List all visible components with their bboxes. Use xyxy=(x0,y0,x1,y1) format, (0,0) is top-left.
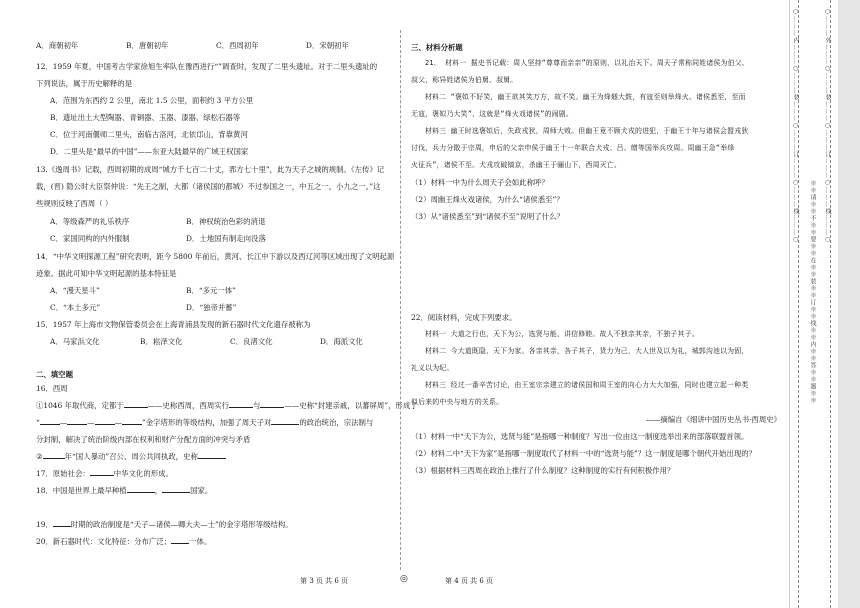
q21-question-1: （1）材料一中为什么周天子会如此称呼？ xyxy=(411,178,549,187)
q14-stem-1: 14．“中华文明探源工程”研究表明，距今 5800 年前后，黄河、长江中下游以及西辽河等区域出现了文明起源 xyxy=(36,252,395,261)
option-d[interactable]: D．宋朝初年 xyxy=(306,41,349,50)
blank[interactable] xyxy=(53,526,71,527)
q16-line-4 xyxy=(36,451,226,462)
binding-margin xyxy=(789,0,860,608)
blank[interactable] xyxy=(43,458,65,459)
q12-stem-1: 12．1959 年夏，中国考古学家徐旭生率队在豫西进行“”调查时，发现了二里头遗址。对于二里头遗址的 xyxy=(36,62,378,71)
q21-m3-2: 讨伐，兵力分散于宗周，申后的父亲申侯于幽王十一年联合犬戎、吕、缯等国举兵攻周。周幽王急“举烽 xyxy=(411,144,735,152)
blank[interactable] xyxy=(271,424,299,425)
outer-marks-col: ○………外………○………装………○………订………○………线………○ xyxy=(824,8,831,244)
q12-stem-2: 下列说法，属于历史解释的是 xyxy=(36,79,133,88)
q16-line-3 xyxy=(36,434,250,445)
mark: ○ xyxy=(792,8,799,16)
text: ①1046 年取代商，定都于 xyxy=(36,401,124,410)
text: 20．新石器时代：文化特征：分布广泛； xyxy=(36,537,172,546)
inner-marks-col: ○………内………○………装………○………订………○………线………○ xyxy=(792,8,799,244)
text: 与 xyxy=(253,401,261,410)
mark: 装 xyxy=(824,94,831,101)
q14-option-d[interactable]: D．“独帝并蓄” xyxy=(186,303,237,312)
text: 一体。 xyxy=(189,537,212,546)
blank[interactable] xyxy=(260,407,284,408)
page-number-left: 第 3 页 共 6 页 xyxy=(300,577,349,585)
q22-m2-2: 礼义以为纪。 xyxy=(411,364,454,372)
q22-title: 22．阅读材料，完成下列要求。 xyxy=(411,313,517,322)
q21-m1-2: 叔父，称异姓诸侯为伯舅、叔舅。 xyxy=(411,76,518,84)
option-a[interactable]: A．商朝初年 xyxy=(36,41,79,50)
text: — xyxy=(59,418,68,427)
mark: ○ xyxy=(824,65,831,73)
q13-stem-1: 13.《逸周书》记载，西周初期的成周“城方千七百二十丈，郛方七十里”，此为天子之城的规制。《左传》记 xyxy=(36,165,385,174)
text: 分封制，解决了统治阶级内部在权利和财产分配方面的冲突与矛盾 xyxy=(36,435,251,444)
q15-option-a[interactable]: A．马家浜文化 xyxy=(50,337,100,346)
text: 国家。 xyxy=(190,486,213,495)
q14-stem-2: 迹象。据此可知中华文明起源的基本特征是 xyxy=(36,269,177,278)
mark: ○ xyxy=(824,8,831,16)
q16-line-1 xyxy=(36,400,418,411)
mark: 装 xyxy=(792,94,799,101)
q15-stem: 15．1957 年上海市文物保管委员会在上海青浦县发现的新石器时代文化遗存被称为 xyxy=(36,320,311,329)
blank[interactable] xyxy=(229,407,253,408)
mark: ○ xyxy=(792,179,799,187)
mark: ○ xyxy=(792,122,799,130)
q11-options xyxy=(36,40,396,51)
text: 18．中国是世界上最早种植 xyxy=(36,486,127,495)
option-c[interactable]: C．西周初年 xyxy=(216,41,259,50)
section-title-material: 三、材料分析题 xyxy=(411,43,463,52)
q21-m2-2: 无寇，褒姒乃大笑”，这就是“烽火戏诸侯”的闹剧。 xyxy=(411,110,573,118)
text: 中华文化的形成。 xyxy=(113,469,173,478)
mark: 外 xyxy=(824,37,831,44)
blank[interactable] xyxy=(90,475,114,476)
text: “ xyxy=(36,418,40,427)
q15-option-c[interactable]: C．良渚文化 xyxy=(230,337,273,346)
q16-line-2 xyxy=(36,417,373,428)
q21-question-2: （2）周幽王烽火戏诸侯，为什么“诸侯悉至”？ xyxy=(411,195,564,204)
mark: ○ xyxy=(824,236,831,244)
q18 xyxy=(36,485,212,496)
q21-m3-1: 材料三 幽王时选褒姒后，失政戎狄，周师大败。但幽王竟不顾犬戎的进犯，于幽王十年与诸侯会盟戎狄 xyxy=(425,127,749,135)
q22-source: ——摘编自《细讲中国历史丛书·西周史》 xyxy=(645,415,781,424)
q21-m1-1: 21． 材料一 据史书记载：周人坚持“尊尊而亲亲”的原则，以礼治天下。周天子常称同姓诸侯为伯父、 xyxy=(425,59,749,67)
q13-stem-3: 些规则反映了西周（ ） xyxy=(36,199,113,208)
section-title-fill-blank: 二、填空题 xyxy=(36,370,73,379)
q12-option-b[interactable]: B．遗址出土大型陶器、青铜器、玉器、漆器、绿松石器等 xyxy=(50,113,241,122)
q13-option-c[interactable]: C．家国同构的内外服制 xyxy=(50,234,130,243)
mark: ○ xyxy=(824,179,831,187)
mark: 线 xyxy=(824,208,831,215)
q13-stem-2: 载，(晋) 隐公时大臣祭仲说：“先王之制，大都（诸侯国的都城）不过参国之一，中五之一，小九之一。”这 xyxy=(36,182,381,191)
q22-m1: 材料一 大道之行也，天下为公，选贤与能，讲信修睦。故人不独亲其亲，不独子其子。 xyxy=(425,330,699,338)
q14-option-b[interactable]: B．“多元一体” xyxy=(186,286,236,295)
q22-question-2: （2）材料二中“天下为家”是指哪一制度取代了材料一中的“选贤与能”？这一制度是哪个朝代开始出现的？ xyxy=(411,449,757,458)
q12-option-a[interactable]: A．范围为东西约 2 公里，南北 1.5 公里，面积约 3 平方公里 xyxy=(50,96,254,105)
text: — xyxy=(114,418,122,427)
blank[interactable] xyxy=(127,492,155,493)
text: — xyxy=(87,418,95,427)
blank[interactable] xyxy=(67,424,87,425)
mark: 订 xyxy=(824,151,831,158)
q21-question-3: （3）从“诸侯悉至”到“诸侯不至”说明了什么？ xyxy=(411,212,564,221)
q21-m3-3: 火征兵”，诸侯不至。犬戎攻破镐京，杀幽王于骊山下，西周灭亡。 xyxy=(411,161,621,169)
q20 xyxy=(36,536,211,547)
q12-option-c[interactable]: C．位于河南偃师二里头，南临古洛河，北依邙山，背靠黄河 xyxy=(50,130,248,139)
page-divider xyxy=(400,30,401,570)
q22-m3-1: 材料三 经过一番辛苦讨论，由王室宗亲建立的诸侯国和周王室的向心力大大加强，同时也建立起一种类 xyxy=(425,381,749,389)
q19 xyxy=(36,519,293,530)
q22-question-3: （3）根据材料三西周在政治上推行了什么制度？这种制度的实行有何积极作用？ xyxy=(411,466,675,475)
blank[interactable] xyxy=(124,407,148,408)
page-number-right: 第 4 页 共 6 页 xyxy=(445,577,494,585)
q13-option-b[interactable]: B．神权统治色彩的消退 xyxy=(186,217,266,226)
blank[interactable] xyxy=(198,458,226,459)
blank[interactable] xyxy=(162,492,190,493)
center-circle-icon: ◎ xyxy=(400,574,408,584)
q14-option-c[interactable]: C．“本土多元” xyxy=(50,303,101,312)
text: 年“国人暴动”召公、周公共同执政，史称 xyxy=(64,452,198,461)
blank[interactable] xyxy=(122,424,142,425)
q15-option-d[interactable]: D．海派文化 xyxy=(320,337,363,346)
q15-option-b[interactable]: B．崧泽文化 xyxy=(140,337,183,346)
text: 时期的政治制度是“天子—诸侯—卿大夫—士”的金字塔形等级结构。 xyxy=(70,520,293,529)
text: 的政治统治，宗法制与 xyxy=(299,418,374,427)
text: ——史称“封建亲戚，以蕃屏周”，形成了 xyxy=(284,401,418,410)
binding-warning: ※※请※※不※※要※※在※※装※※订※※线※※内※※答※※题※※ xyxy=(809,180,816,404)
q12-option-d[interactable]: D．二里头是“最早的中国”——东亚大陆最早的广域王权国家 xyxy=(50,147,249,156)
q15-options xyxy=(50,336,410,347)
q22-m3-2: 似后来的中央与地方的关系。 xyxy=(411,398,504,406)
text: ② xyxy=(36,452,43,461)
mark: ○ xyxy=(792,236,799,244)
text: 17．原始社会： xyxy=(36,469,90,478)
q13-option-d[interactable]: D．土地国有制走向没落 xyxy=(186,234,266,243)
blank[interactable] xyxy=(40,424,60,425)
mark: 订 xyxy=(792,151,799,158)
mark: 内 xyxy=(792,37,799,44)
text: 19． xyxy=(36,520,53,529)
mark: ○ xyxy=(792,65,799,73)
q17 xyxy=(36,468,173,479)
option-b[interactable]: B．唐朝初年 xyxy=(126,41,169,50)
text: ， xyxy=(154,486,163,495)
text: ——史称西周，西周实行 xyxy=(147,401,229,410)
q16-title: 16．西周 xyxy=(36,384,68,393)
q14-option-a[interactable]: A．“漫天星斗” xyxy=(50,286,100,295)
mark: ○ xyxy=(824,122,831,130)
binding-gray-strip xyxy=(838,0,860,608)
blank[interactable] xyxy=(171,543,189,544)
q22-question-1: （1）材料一中“天下为公，选贤与能”是指哪一种制度？写出一位由这一制度选举出来的部落联盟首领。 xyxy=(411,432,749,441)
mark: 线 xyxy=(792,208,799,215)
text: ”金字塔形的等级结构，加强了周天子对 xyxy=(141,418,272,427)
q21-m2-1: 材料二 “褒姒不好笑，幽王欲其笑万方，故不笑。幽王为烽燧大鼓，有寇至则举烽火。诸侯悉至，至而 xyxy=(425,93,746,101)
blank[interactable] xyxy=(95,424,115,425)
q22-m2-1: 材料二 今大道既隐，天下为家。各亲其亲，各子其子，货力为己，大人世及以为礼，城郭沟池以为固， xyxy=(425,347,749,355)
q13-option-a[interactable]: A．等级森严的礼乐秩序 xyxy=(50,217,130,226)
